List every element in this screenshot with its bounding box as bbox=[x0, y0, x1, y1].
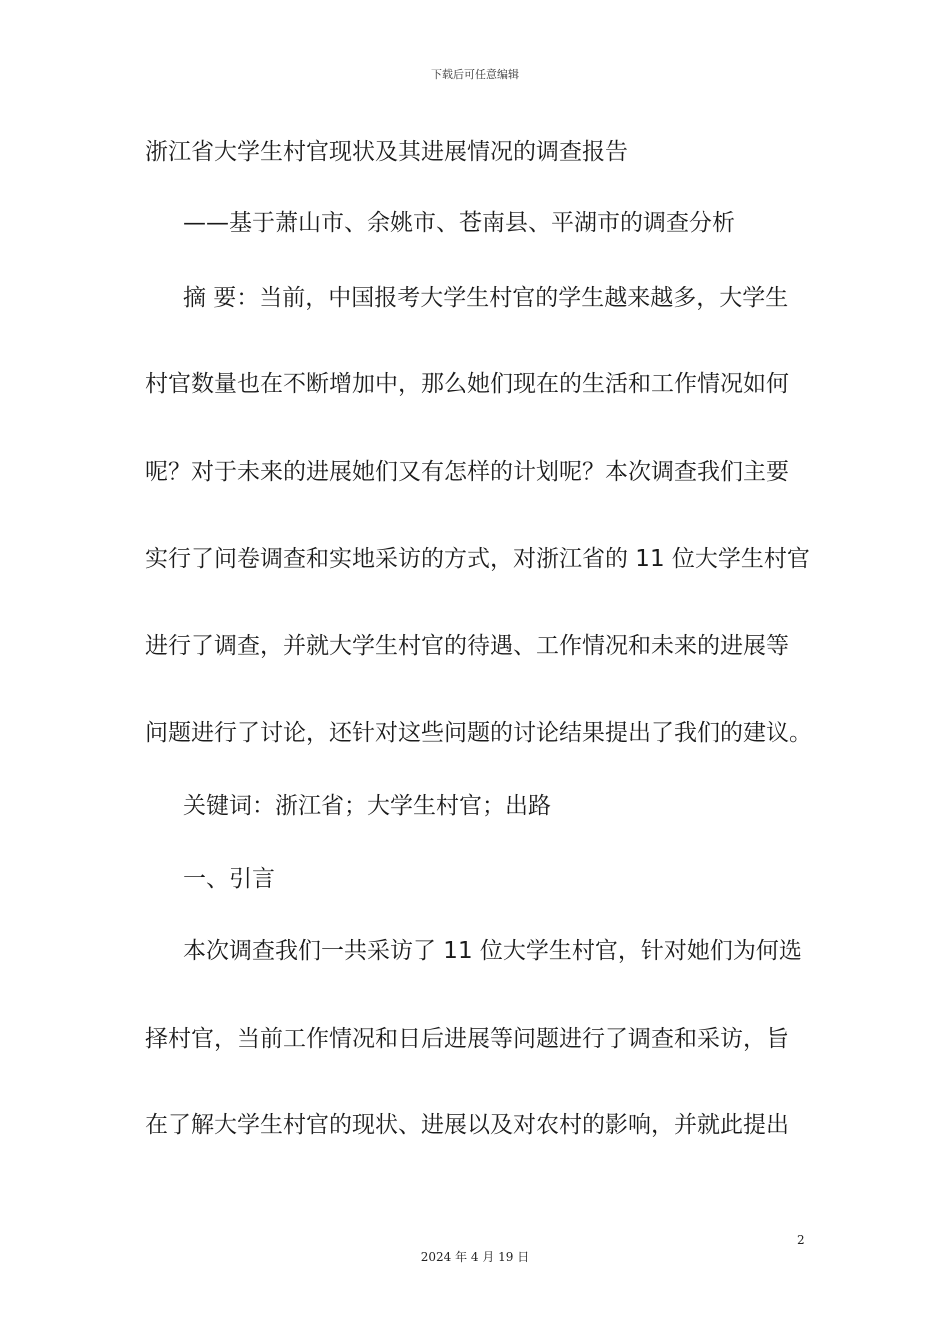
intro-line-3: 在了解大学生村官的现状、进展以及对农村的影响，并就此提出 bbox=[145, 1112, 789, 1138]
page-number: 2 bbox=[797, 1233, 805, 1247]
intro-line-1: 本次调查我们一共采访了 11 位大学生村官，针对她们为何选 bbox=[183, 938, 802, 964]
abstract-line-4: 实行了问卷调查和实地采访的方式，对浙江省的 11 位大学生村官 bbox=[145, 546, 810, 572]
abstract-line-6: 问题进行了讨论，还针对这些问题的讨论结果提出了我们的建议。 bbox=[145, 720, 812, 746]
page-footer-date: 2024 年 4 月 19 日 bbox=[420, 1250, 530, 1264]
abstract-line-5: 进行了调查，并就大学生村官的待遇、工作情况和未来的进展等 bbox=[145, 633, 789, 659]
abstract-line-2: 村官数量也在不断增加中，那么她们现在的生活和工作情况如何 bbox=[145, 371, 789, 397]
keywords: 关键词：浙江省；大学生村官；出路 bbox=[183, 793, 551, 819]
document-title: 浙江省大学生村官现状及其进展情况的调查报告 bbox=[145, 139, 628, 165]
page-header: 下载后可任意编辑 bbox=[431, 68, 519, 81]
intro-line-2: 择村官，当前工作情况和日后进展等问题进行了调查和采访，旨 bbox=[145, 1026, 789, 1052]
document-subtitle: ——基于萧山市、余姚市、苍南县、平湖市的调查分析 bbox=[183, 210, 735, 236]
abstract-line-3: 呢？对于未来的进展她们又有怎样的计划呢？本次调查我们主要 bbox=[145, 459, 789, 485]
section-heading: 一、引言 bbox=[183, 866, 275, 892]
abstract-line-1: 摘 要：当前，中国报考大学生村官的学生越来越多，大学生 bbox=[183, 285, 789, 311]
